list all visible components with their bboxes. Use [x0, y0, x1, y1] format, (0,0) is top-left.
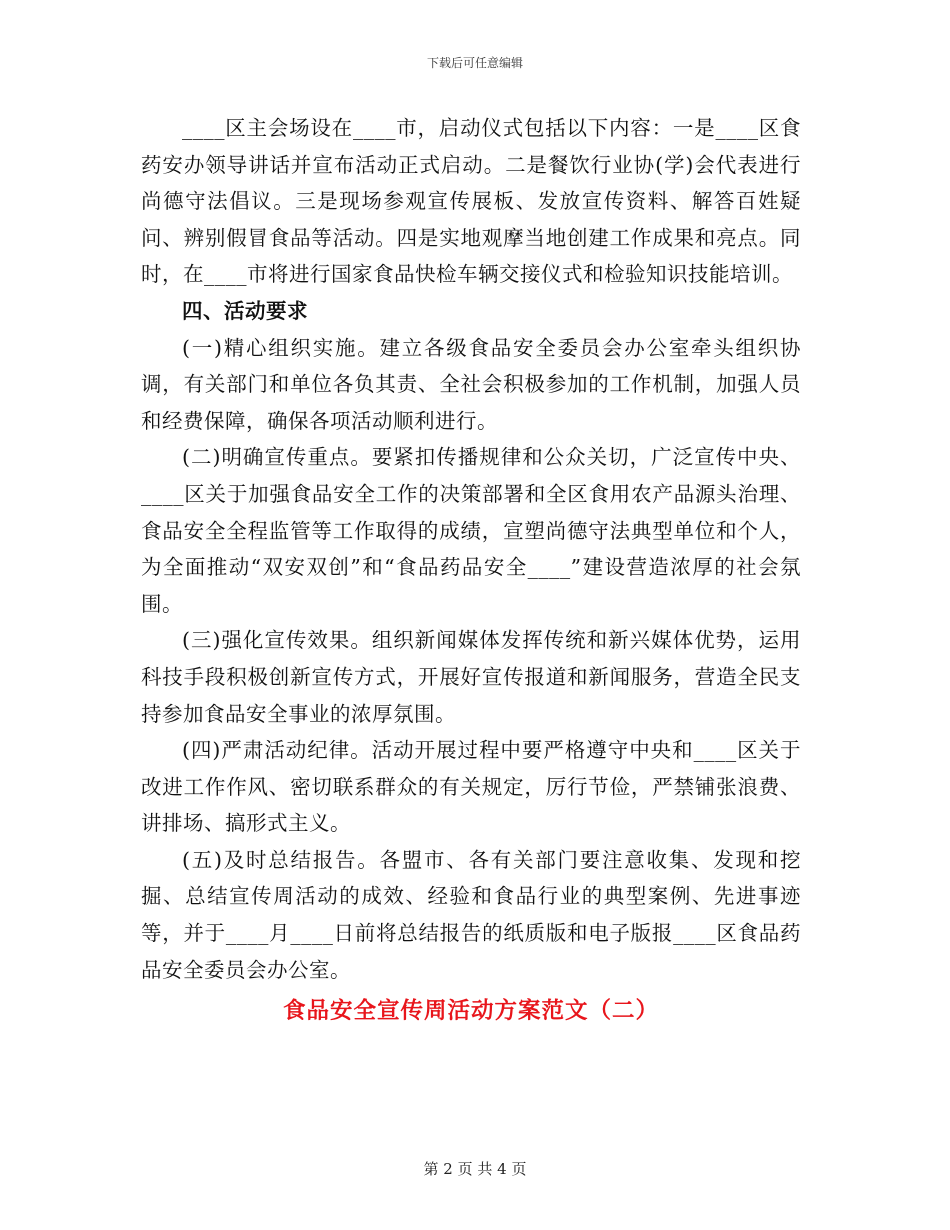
section-heading-requirements: 四、活动要求 — [182, 298, 308, 323]
requirement-item: (五)及时总结报告。各盟市、各有关部门要注意收集、发现和挖掘、总结宣传周活动的成效、经验和食品行业的典型案例、先进事迹等，并于____月____日前将总结报告的纸质版和电子版报____区食品药品安全委员会办公室。 — [141, 847, 801, 982]
requirement-item: (三)强化宣传效果。组织新闻媒体发挥传统和新兴媒体优势，运用科技手段积极创新宣传方式，开展好宣传报道和新闻服务，营造全民支持参加食品安全事业的浓厚氛围。 — [141, 628, 801, 726]
document-body — [141, 110, 801, 1030]
requirement-item: (二)明确宣传重点。要紧扣传播规律和公众关切，广泛宣传中央、____区关于加强食品安全工作的决策部署和全区食用农产品源头治理、食品安全全程监管等工作取得的成绩，宣塑尚德守法典型单位和个人，为全面推动“双安双创”和“食品药品安全____”建设营造浓厚的社会氛围。 — [141, 445, 801, 616]
requirement-item: (一)精心组织实施。建立各级食品安全委员会办公室牵头组织协调，有关部门和单位各负其责、全社会积极参加的工作机制，加强人员和经费保障，确保各项活动顺利进行。 — [141, 335, 801, 433]
page-header: 下载后可任意编辑 — [426, 56, 523, 70]
page-number: 第 2 页 共 4 页 — [423, 1160, 527, 1178]
document-title-part-two: 食品安全宣传周活动方案范文（二） — [282, 998, 659, 1025]
paragraph-ceremony: ____区主会场设在____市，启动仪式包括以下内容：一是____区食药安办领导讲话并宣布活动正式启动。二是餐饮行业协(学)会代表进行尚德守法倡议。三是现场参观宣传展板、发放宣传资料、解答百姓疑问、辨别假冒食品等活动。四是实地观摩当地创建工作成果和亮点。同时，在____市将进行国家食品快检车辆交接仪式和检验知识技能培训。 — [141, 116, 801, 287]
requirement-item: (四)严肃活动纪律。活动开展过程中要严格遵守中央和____区关于改进工作作风、密切联系群众的有关规定，厉行节俭，严禁铺张浪费、讲排场、搞形式主义。 — [141, 738, 801, 836]
